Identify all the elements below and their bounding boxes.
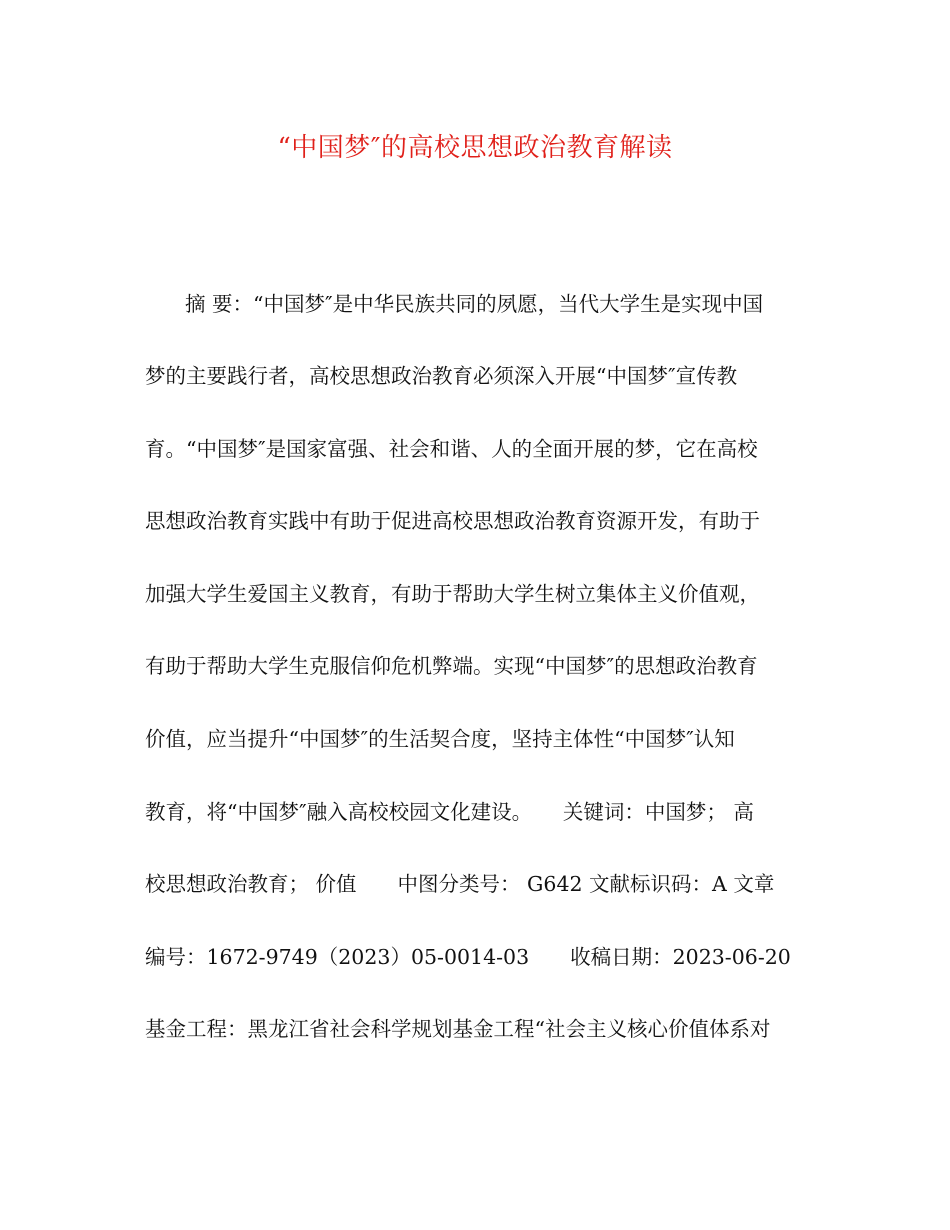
- text-line-9: 校思想政治教育； 价值 中图分类号： G642 文献标识码：A 文章: [145, 872, 775, 896]
- text-line-4: 思想政治教育实践中有助于促进高校思想政治教育资源开发，有助于: [145, 509, 760, 533]
- text-line-7: 价值，应当提升“中国梦″的生活契合度，坚持主体性“中国梦″认知: [145, 727, 735, 751]
- text-line-3: 育。“中国梦″是国家富强、社会和谐、人的全面开展的梦，它在高校: [145, 437, 758, 461]
- text-line-2: 梦的主要践行者，高校思想政治教育必须深入开展“中国梦″宣传教: [145, 364, 738, 388]
- text-line-10: 编号：1672-9749（2023）05-0014-03 收稿日期：2023-06-20: [145, 945, 791, 969]
- text-line-6: 有助于帮助大学生克服信仰危机弊端。实现“中国梦″的思想政治教育: [145, 654, 758, 678]
- text-line-8: 教育，将“中国梦″融入高校校园文化建设。 关键词：中国梦； 高: [145, 800, 754, 824]
- text-line-1: 摘 要：“中国梦″是中华民族共同的夙愿，当代大学生是实现中国: [185, 292, 764, 316]
- page-title: “中国梦″的高校思想政治教育解读: [277, 133, 673, 163]
- text-line-11: 基金工程：黑龙江省社会科学规划基金工程“社会主义核心价值体系对: [145, 1017, 771, 1041]
- text-line-5: 加强大学生爱国主义教育，有助于帮助大学生树立集体主义价值观，: [145, 582, 760, 606]
